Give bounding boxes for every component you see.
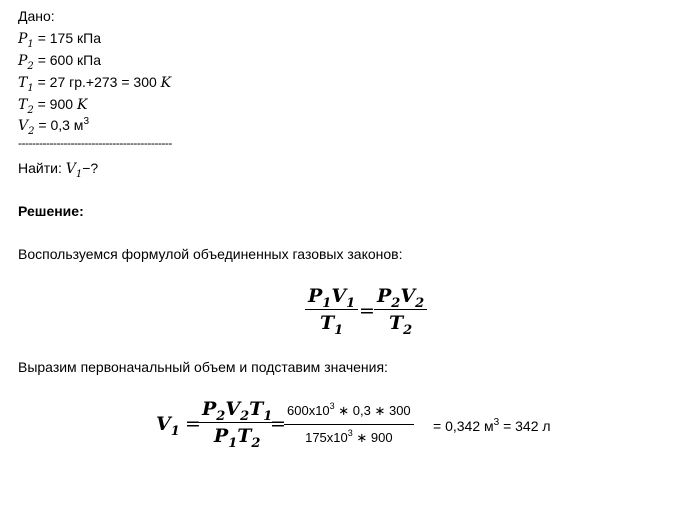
- given-label: Дано:: [18, 8, 55, 24]
- formula-left-fraction: $P_1V_1$ $T_1$: [305, 285, 358, 334]
- given-v2-exp: 3: [83, 116, 89, 127]
- v1-symbol: $V_1$: [156, 413, 180, 439]
- formula-right-fraction: $P_2V_2$ $T_2$: [374, 285, 427, 334]
- given-t1: $T_1 = 27$ гр.+273 = 300 K: [18, 74, 172, 94]
- v1-equals: =: [185, 413, 201, 435]
- find-label: Найти:: [18, 160, 62, 176]
- formula-equals: =: [359, 300, 375, 322]
- given-t1-value: = 27 гр.+273 = 300: [37, 74, 157, 90]
- given-t2-value: = 900: [37, 96, 74, 112]
- given-v2: $V_2 = 0,3$ $м^3$: [18, 116, 89, 137]
- given-t1-unit: K: [160, 75, 172, 91]
- given-t2: $T_2 = 900$ K: [18, 96, 88, 116]
- given-p2: $P_2 = 600$ кПа: [18, 52, 101, 72]
- express-text: Выразим первоначальный объем и подставим значения:: [18, 359, 388, 375]
- solution-numeric-fraction: [284, 403, 414, 446]
- given-p1-value: = 175 кПа: [37, 30, 101, 46]
- solution-heading: Решение:: [18, 203, 84, 219]
- find-suffix: −?: [82, 160, 99, 176]
- solution-symbolic-fraction: $P_2V_2T_1$ $P_1T_2$: [199, 398, 275, 447]
- separator-line: --------------------------------------------: [18, 136, 172, 150]
- numeric-numerator: $600x10^3$ ∗ 0,3 ∗ 300: [287, 401, 411, 418]
- numeric-denominator: $175x10^3$ ∗ 900: [305, 428, 393, 445]
- symbolic-equals: =: [270, 413, 286, 435]
- solution-result: = 0,342 $м^3 = 342$ л: [433, 417, 551, 434]
- given-t2-unit: K: [76, 97, 88, 113]
- find-line: Найти: $V_1-$?: [18, 160, 99, 180]
- intro-text: Воспользуемся формулой объединенных газовых законов:: [18, 246, 403, 262]
- given-p2-value: = 600 кПа: [37, 52, 101, 68]
- given-v2-value: = 0,3 м: [38, 117, 84, 133]
- given-p1: $P_1 = 175$ кПа: [18, 30, 101, 50]
